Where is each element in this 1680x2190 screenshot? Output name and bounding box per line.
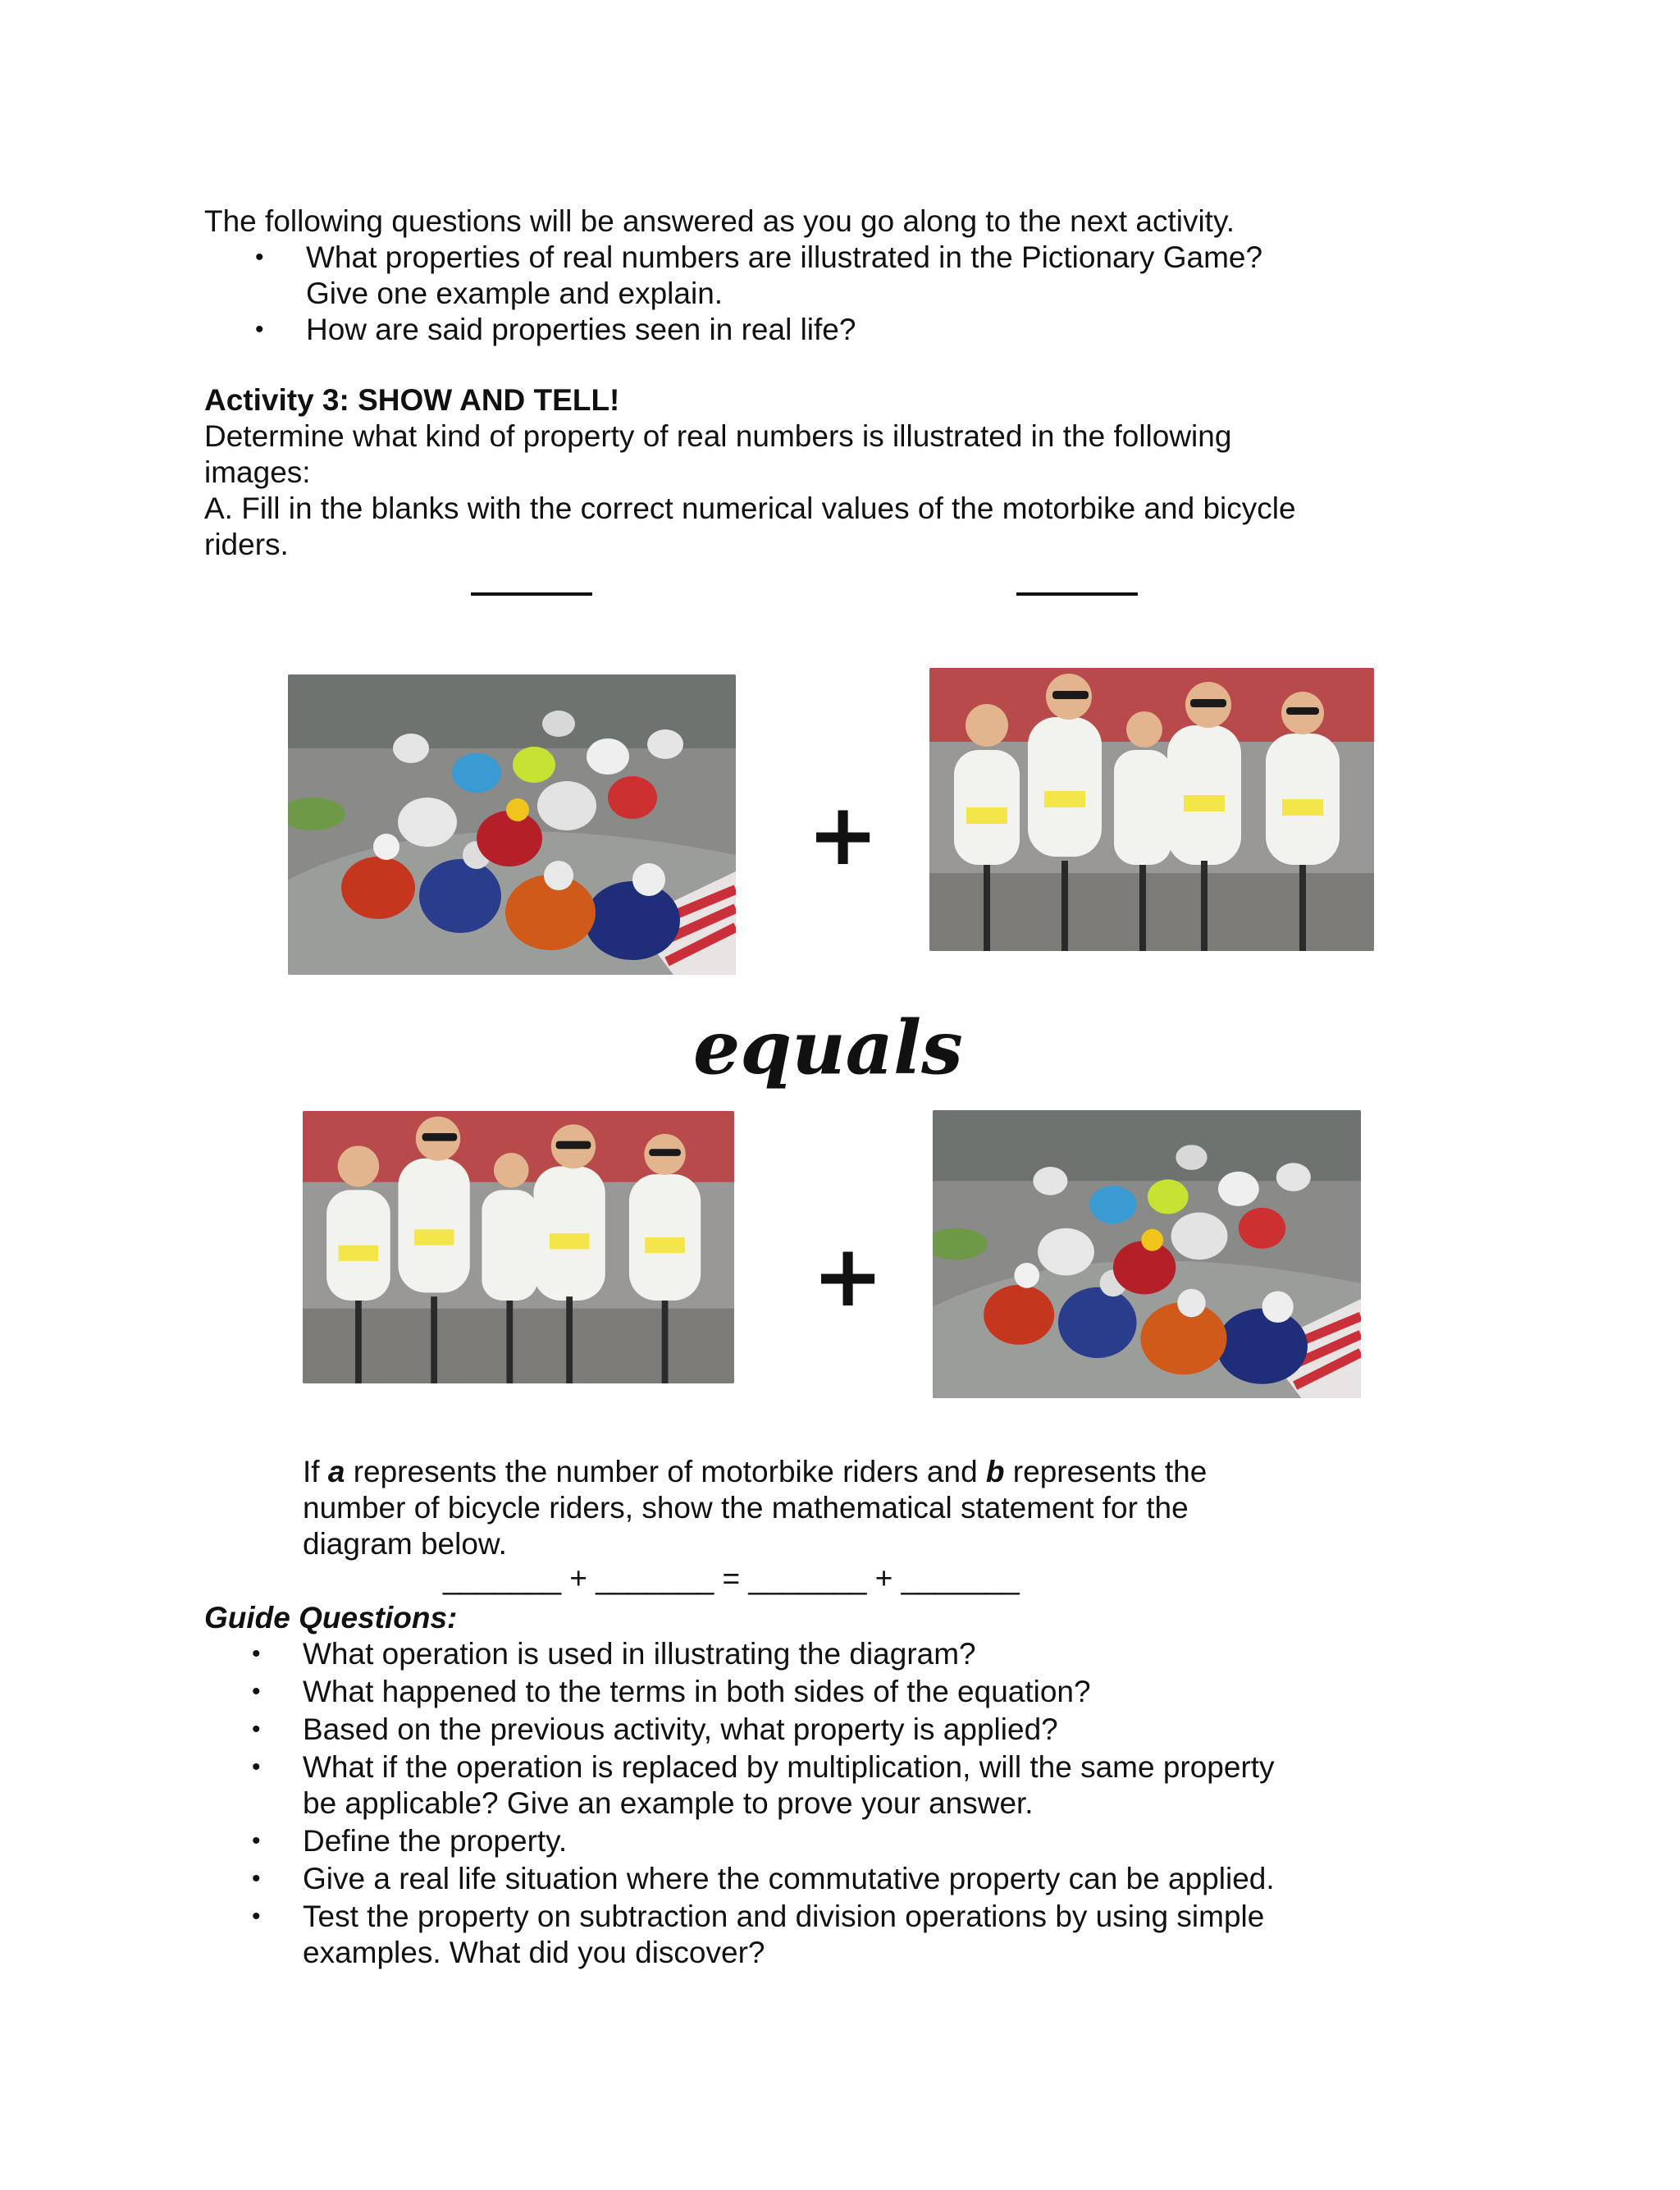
bicycle-riders-photo	[929, 668, 1374, 951]
statement-text: represents the number of motorbike riders and	[345, 1455, 986, 1488]
guide-question-text: What happened to the terms in both sides of the equation?	[303, 1675, 1091, 1708]
bicycle-image	[929, 668, 1374, 951]
guide-questions-heading: Guide Questions:	[204, 1601, 458, 1634]
guide-questions-section	[204, 1600, 1435, 1973]
intro-bullet-1-line2: Give one example and explain.	[306, 277, 724, 310]
statement-line-3: diagram below.	[303, 1527, 507, 1561]
plus-sign-top: +	[807, 784, 879, 885]
statement-text: If	[303, 1455, 328, 1488]
guide-question-text: Give a real life situation where the commutative property can be applied.	[303, 1862, 1275, 1895]
motorbike-riders-photo	[288, 674, 736, 975]
motorbike-riders-photo-2	[933, 1110, 1361, 1398]
motorbike-image	[288, 674, 736, 975]
intro-bullets	[255, 240, 1435, 348]
guide-question-text: examples. What did you discover?	[303, 1936, 765, 1969]
intro-bullet-1-line1: What properties of real numbers are illustrated in the Pictionary Game?	[306, 240, 1263, 274]
bicycle-riders-photo-2	[303, 1111, 734, 1383]
motorbike-image-2	[933, 1110, 1361, 1398]
guide-question-text: What operation is used in illustrating the diagram?	[303, 1637, 976, 1671]
bicycle-image-2	[303, 1111, 734, 1383]
guide-question-7	[252, 1899, 1435, 1971]
intro-bullet-2	[255, 312, 1435, 348]
activity-line-1: Determine what kind of property of real numbers is illustrated in the following	[204, 419, 1232, 453]
intro-bullet-2-line1: How are said properties seen in real life?	[306, 313, 856, 346]
bullet-dot: •	[252, 1640, 261, 1667]
intro-section	[204, 203, 1435, 348]
variable-b: b	[985, 1455, 1005, 1488]
bullet-dot: •	[252, 1678, 261, 1705]
intro-lead: The following questions will be answered as you go along to the next activity.	[204, 204, 1235, 238]
bullet-dot: •	[252, 1865, 261, 1892]
plus-sign-bottom: +	[812, 1226, 884, 1326]
bullet-dot: •	[252, 1753, 261, 1781]
statement-line-2: number of bicycle riders, show the mathematical statement for the	[303, 1491, 1189, 1525]
variable-a: a	[327, 1455, 345, 1488]
statement-line-1	[303, 1454, 1328, 1490]
bullet-dot: •	[255, 244, 264, 271]
activity-section	[204, 382, 1435, 563]
guide-question-text: Define the property.	[303, 1824, 568, 1858]
guide-question-text: Test the property on subtraction and division operations by using simple	[303, 1900, 1265, 1933]
bullet-dot: •	[252, 1827, 261, 1854]
statement-paragraph	[303, 1454, 1328, 1562]
statement-text: represents the	[1004, 1455, 1208, 1488]
bullet-dot: •	[255, 316, 264, 343]
guide-question-4	[252, 1749, 1435, 1822]
guide-question-text: Based on the previous activity, what property is applied?	[303, 1712, 1058, 1746]
activity-line-4: riders.	[204, 528, 289, 561]
activity-line-3: A. Fill in the blanks with the correct numerical values of the motorbike and bicycle	[204, 491, 1296, 525]
intro-bullet-1	[255, 240, 1435, 312]
equation-blanks[interactable]: _______ + _______ = _______ + _______	[443, 1561, 1020, 1595]
answer-blank-left[interactable]	[471, 592, 592, 596]
answer-blank-right[interactable]	[1016, 592, 1138, 596]
guide-question-text: be applicable? Give an example to prove your answer.	[303, 1786, 1034, 1820]
activity-heading: Activity 3: SHOW AND TELL!	[204, 383, 620, 417]
guide-question-text: What if the operation is replaced by multiplication, will the same property	[303, 1750, 1275, 1784]
guide-question-1	[252, 1636, 1435, 1672]
guide-questions-list	[252, 1636, 1435, 1971]
guide-question-5	[252, 1823, 1435, 1859]
bullet-dot: •	[252, 1716, 261, 1743]
activity-line-2: images:	[204, 455, 311, 489]
equals-word: equals	[693, 1004, 963, 1091]
guide-question-6	[252, 1861, 1435, 1897]
bullet-dot: •	[252, 1903, 261, 1930]
guide-question-2	[252, 1674, 1435, 1710]
guide-question-3	[252, 1712, 1435, 1748]
